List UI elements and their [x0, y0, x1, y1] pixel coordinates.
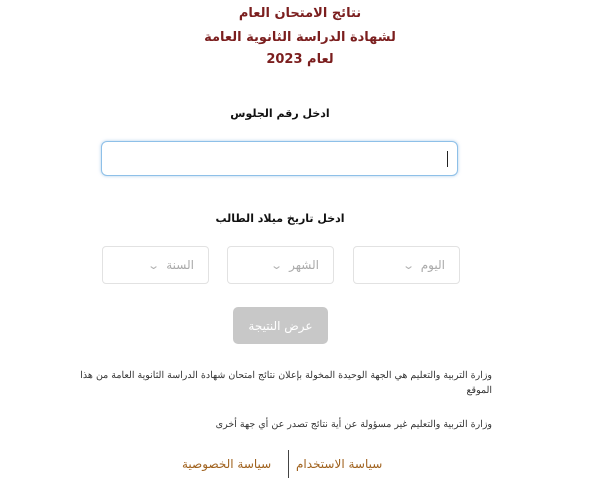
- usage-policy-link[interactable]: سياسة الاستخدام: [296, 457, 383, 471]
- day-select[interactable]: [353, 246, 460, 284]
- title-line-2: لشهادة الدراسة الثانوية العامة: [204, 30, 396, 45]
- seat-number-input[interactable]: [101, 141, 458, 176]
- chevron-down-icon: ⌄: [270, 258, 283, 272]
- birth-date-label: ادخل تاريخ ميلاد الطالب: [215, 212, 345, 225]
- year-select[interactable]: [102, 246, 209, 284]
- chevron-down-icon: ⌄: [147, 258, 161, 272]
- seat-number-label: ادخل رقم الجلوس: [230, 107, 330, 120]
- footer-divider: [288, 450, 289, 478]
- title-line-3: لعام 2023: [266, 52, 334, 67]
- month-select[interactable]: [227, 246, 334, 284]
- text-caret: [447, 151, 448, 167]
- disclaimer-note-1: وزارة التربية والتعليم هي الجهة الوحيدة المخولة بإعلان نتائج امتحان شهادة الدراسة الثانوية العامة من هذا الموقع: [80, 370, 492, 396]
- disclaimer-note-2: وزارة التربية والتعليم غير مسؤولة عن أية نتائج تصدر عن أي جهة أخرى: [215, 419, 492, 430]
- year-select-placeholder: السنة: [166, 258, 194, 272]
- show-result-button[interactable]: عرض النتيجة: [233, 307, 328, 344]
- chevron-down-icon: ⌄: [401, 258, 415, 272]
- title-line-1: نتائج الامتحان العام: [238, 6, 362, 21]
- day-select-placeholder: اليوم: [420, 258, 445, 272]
- privacy-policy-link[interactable]: سياسة الخصوصية: [182, 457, 272, 471]
- month-select-placeholder: الشهر: [289, 258, 319, 272]
